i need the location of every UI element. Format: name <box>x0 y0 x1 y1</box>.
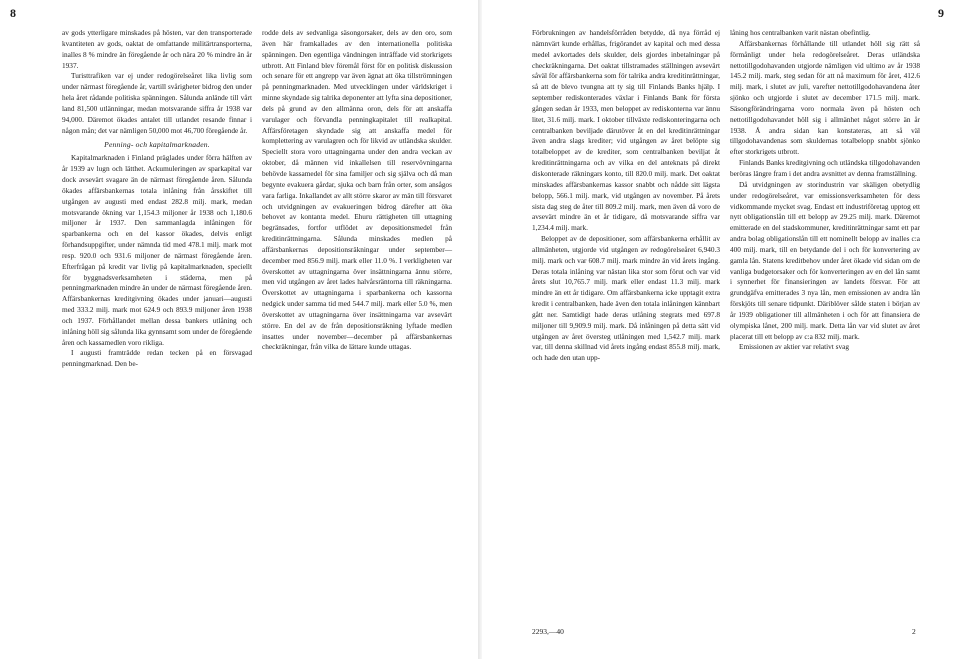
left-page-column-1 <box>62 28 252 370</box>
right-page-column-1 <box>532 28 720 364</box>
page-gutter <box>478 0 482 659</box>
paragraph: Finlands Banks kreditgivning och utländska tillgodohavanden beröras längre fram i det andra avsnittet av denna framställning. <box>730 158 920 178</box>
paragraph: Turisttrafiken var ej under redogörelseåret lika livlig som under närmast föregående år, vartill svårigheter bidrog den under hela året rådande politiska spänningen. Sålunda anlände till vårt land 81,500 utlänningar, medan motsvarande siffra år 1938 var 94,000. Däremot ökades antalet till utlandet resande finnar i någon mån; det var nämligen 50,000 mot 46,700 föregående år. <box>62 71 252 135</box>
paragraph: Kapitalmarknaden i Finland präglades under förra hälften av år 1939 av lugn och lätthet. Ackumuleringen av sparkapital var dock avsevärt svagare än de närmast föregående åren. Sålunda ökades affärsbankernas totala inlåning från årsskiftet till utgången av augusti med endast 282.8 milj. mark, medan motsvarande ökning var 1,154.3 miljoner år 1938 och 1,180.6 miljoner år 1937. Den sammanlagda inlåningen för sparbankerna och en del kassor ökades, delvis enligt förhandsuppgifter, under nämnda tid med 478.1 milj. mark mot resp. 920.0 och 931.6 miljoner de närmast föregående åren. Efterfrågan på kredit var livlig på kapitalmarknaden, speciellt för byggnadsverksamheten i städerna, men på penningmarknaden mindre än under de närmast föregående åren. Affärsbankernas kreditgivning ökades under januari—augusti med 333.2 milj. mark mot 624.9 och 893.9 miljoner åren 1938 och 1937. Förhållandet mellan dessa bankers utlåning och inlåning höll sig sålunda lika gynnsamt som under de föregående åren och kassamedlen voro rikliga. <box>62 153 252 347</box>
paragraph: Beloppet av de depositioner, som affärsbankerna erhållit av allmänheten, utgjorde vid utgången av redogörelseåret 6,940.3 milj. mark och var 608.7 milj. mark mindre än vid årets ingång. Deras totala inlåning var nästan lika stor som förut och var vid årets slut 10,765.7 milj. mark eller endast 11.3 milj. mark mindre än ett år tidigare. Om affärsbankerna icke upptagit extra kredit i centralbanken, hade även den totala inlåningen kännbart gått ner. Samtidigt hade deras utlåning stegrats med 697.8 miljoner till 9,909.9 milj. mark. Då inlåningen på detta sätt vid utgången av året översteg utlåningen med 1,542.7 milj. mark var, till denna skillnad vid årets ingång endast 855.8 milj. mark, och hade den utan upp- <box>532 234 720 363</box>
right-page-column-2 <box>730 28 920 353</box>
paragraph: låning hos centralbanken varit nästan obefintlig. <box>730 28 871 37</box>
printer-mark: 2293,—40 <box>532 627 564 636</box>
section-heading: Penning- och kapitalmarknaden. <box>104 140 210 150</box>
left-page-number: 8 <box>10 6 16 20</box>
paragraph: av gods ytterligare minskades på hösten, var den transporterade kvantiteten av gods, oaktat de omfattande militärtransporterna, inalles 8 % mindre än föregående år och nära 20 % mindre än år 1937. <box>62 28 252 70</box>
paragraph: Affärsbankernas förhållande till utlandet höll sig rätt så förmånligt under hela redogörelseåret. Deras utländska nettotillgodohavanden utgjorde nämligen vid ultimo av år 1938 145.2 milj. mark, steg sedan för att nå maximum för året, 412.6 milj. mark, i slutet av juli, varefter nettotillgodohavandena åter sjönko och utgjorde i slutet av december 171.5 milj. mark. Säsongförändringarna voro normala även på hösten och nettotillgodohavandet höll sig i allmänhet något större än år 1938. Å andra sidan kan konstateras, att så väl tillgodohavandenas som skuldernas totalbelopp snabbt sjönko efter storkrigets utbrott. <box>730 38 920 157</box>
signature-mark: 2 <box>912 627 916 636</box>
paragraph: Emissionen av aktier var relativt svag <box>739 342 850 352</box>
right-page-number: 9 <box>938 6 944 20</box>
paragraph: I augusti framträdde redan tecken på en försvagad penningmarknad. Den be- <box>62 348 252 369</box>
paragraph: Då utvidgningen av storindustrin var skäligen obetydlig under redogörelseåret, var emissionsverksamheten för dess vidkommande mycket svag. Endast ett industriföretag upptog ett nytt obligationslån till ett belopp av 29.25 milj. mark. Däremot emitterade en del stadskommuner, kreditinrättningar samt ett par andra bolag obligationslån till ett nominellt belopp av inalles c:a 400 milj. mark, till en betydande del i och för konvertering av gamla lån. Statens kreditbehov under året ökade vid sidan om de vanliga budgetorsaker och för konverteringen av en del lån samt i synnerhet för finansieringen av landets försvar. För att grundgäfva emitterades 3 nya lån, men emissionen av andra lån förskjöts till senare tidpunkt. Däriblöver sålde staten i början av år 1939 obligationer till allmänheten i och för att finansiera de olympiska lånet, 200 milj. mark. Detta lån var vid slutet av året placerat till ett belopp av c:a 832 milj. mark. <box>730 179 920 341</box>
paragraph: rodde dels av sedvanliga säsongorsaker, dels av den oro, som även här framkallades av den internationella politiska spänningen. Den egentliga vändningen inträffade vid storkrigets utbrott. Att Finland blev föremål först för en politisk diskussion och senare för ett angrepp var även ägnat att öka tillströmningen på penningmarknaden. Med utvecklingen under världskriget i minne skyndade sig talrika deponenter att lyfta sina depositioner, dels på grund av den allmänna oron, dels för att anskaffa varulager och förvandla penningkapitalet till realkapital. Affärsföretagen skyndade sig att anskaffa medel för komplettering av varulagren och för likvid av utländska skulder. Speciellt stora voro uttagningarna under den andra veckan av oktober, då männen vid inkallelsen till reservövningarna behövde kassamedel för sina familjer och sig själva och då man begynte evakuera gårdar, sjuka och barn från orter, som ansågos vara farliga. Inkallandet av allt större skaror av män till försvaret och utvidgningen av evakueringen bidrog därefter att öka behovet av kontanta medel. Ehuru rättigheten till uttagning begränsades, fortfor utflödet av depositionsmedel från kreditinrättningarna. Sålunda minskades medlen på affärsbankernas depositionsräkningar under september—december med 856.9 milj. mark eller 11.0 %. I verkligheten var överskottet av uttagningarna över insättningarna ännu större, men vid utgången av året lades halvårsräntorna till räkningarna. Överskottet av uttagningarna i sparbankerna och kassorna nedgick under samma tid med 544.7 milj. mark eller 5.0 %, men överskottet av uttagningarna över insättningarna var avsevärt större. En del av de från depositionsräkning lyftade medlen insattes under november—december på affärsbankernas checkräkningar, från vilka de lättare kunde uttagas. <box>262 28 452 352</box>
left-page-column-2 <box>262 28 452 353</box>
paragraph: Förbrukningen av handelsförråden betydde, då nya förråd ej nämnvärt kunde erhållas, frigörandet av kapital och med dessa medel avkortades dels skulder, dels gjordes inbetalningar på checkräkningarna. Det oaktat tillstramades ställningen avsevärt såväl för affärsbankerna som för talrika andra kreditinrättningar, så att de blevo tvungna att ty sig till Finlands Banks hjälp. I september rediskonterades växlar i Finlands Bank för första gången sedan år 1933, men beloppet av rediskonterna var ännu litet, 31.6 milj. mark. I oktober tillväxte rediskonteringarna och centralbanken beviljade därutöver åt en del kreditinrättningar även andra slags krediter; vid utgången av året belöpte sig totalbeloppet av de krediter, som centralbanken beviljat åt kreditinrättningarna och av vilka en del anteknats på direkt diskonterade räkningars konto, till 820.0 milj. mark. Det oaktat minskades affärsbankernas kassor snabbt och nådde sitt lägsta belopp, 566.1 milj. mark, vid utgången av november. På årets sista dag steg de åter till 809.2 milj. mark, men även då voro de avsevärt mindre än et år tidigare, då motsvarande siffra var 1,234.4 milj. mark. <box>532 28 720 233</box>
